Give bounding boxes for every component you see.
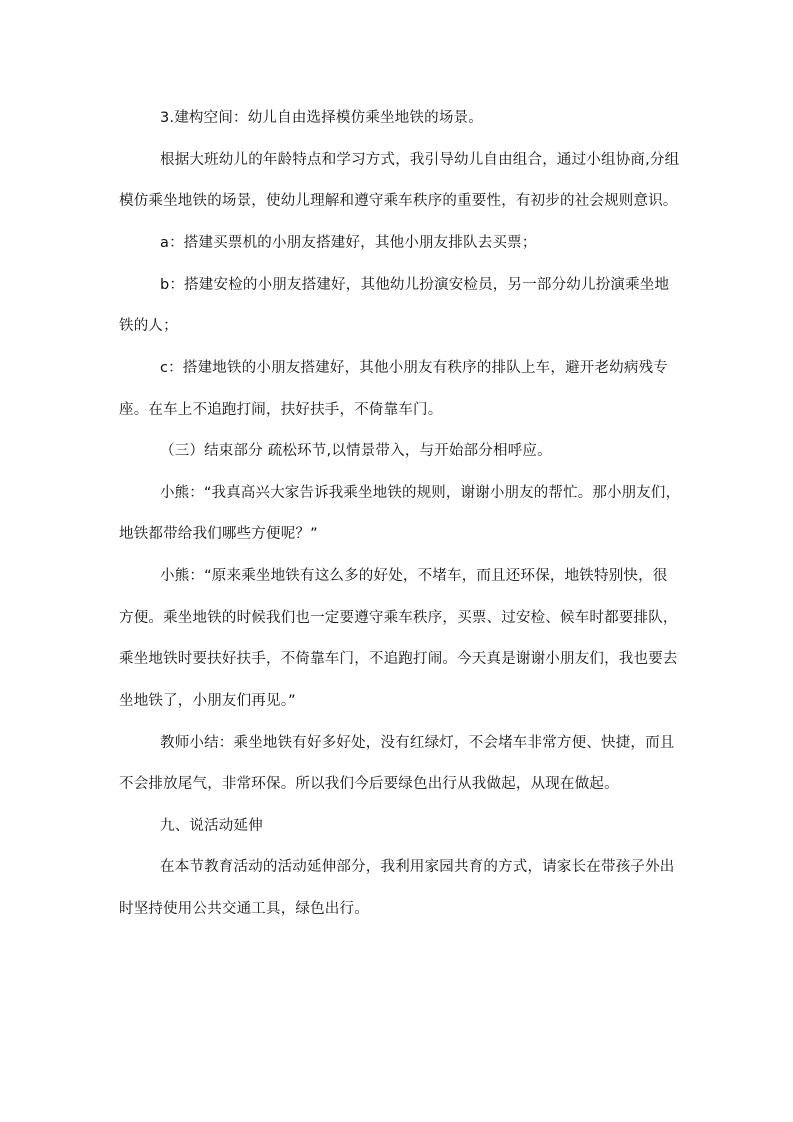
text-line: 不会排放尾气，非常环保。所以我们今后要绿色出行从我做起，从现在做起。 [119,776,619,792]
text-line: 方便。乘坐地铁的时候我们也一定要遵守乘车秩序，买票、过安检、候车时都要排队， [119,610,678,626]
text-line: c：搭建地铁的小朋友搭建好，其他小朋友有秩序的排队上车，避开老幼病残专 [160,360,668,376]
text-line: 小熊：“我真高兴大家告诉我乘坐地铁的规则，谢谢小朋友的帮忙。那小朋友们， [160,485,681,501]
text-line: 时坚持使用公共交通工具，绿色出行。 [119,901,369,917]
text-line: 地铁都带给我们哪些方便呢？” [119,526,318,542]
text-line: 乘坐地铁时要扶好扶手，不倚靠车门，不追跑打闹。今天真是谢谢小朋友们，我也要去 [119,651,678,667]
text-line: 小熊：“原来乘坐地铁有这么多的好处，不堵车，而且还环保，地铁特别快，很 [160,568,668,584]
text-line: 模仿乘坐地铁的场景，使幼儿理解和遵守乘车秩序的重要性，有初步的社会规则意识。 [119,193,678,209]
text-line: 教师小结：乘坐地铁有好多好处，没有红绿灯，不会堵车非常方便、快捷，而且 [160,735,675,751]
text-line: 铁的人； [119,318,178,334]
section-heading: （三）结束部分 疏松环节,以情景带入，与开始部分相呼应。 [160,443,552,459]
section-heading: 九、说活动延伸 [160,818,263,834]
text-line: 坐地铁了，小朋友们再见。” [119,693,296,709]
text-line: 3.建构空间：幼儿自由选择模仿乘坐地铁的场景。 [160,110,483,126]
text-line: a：搭建买票机的小朋友搭建好，其他小朋友排队去买票； [160,235,537,251]
text-line: b：搭建安检的小朋友搭建好，其他幼儿扮演安检员，另一部分幼儿扮演乘坐地 [160,277,670,293]
text-line: 根据大班幼儿的年龄特点和学习方式，我引导幼儿自由组合，通过小组协商,分组 [160,152,680,168]
text-line: 座。在车上不追跑打闹，扶好扶手，不倚靠车门。 [119,402,443,418]
text-line: 在本节教育活动的活动延伸部分，我利用家园共育的方式，请家长在带孩子外出 [160,859,675,875]
